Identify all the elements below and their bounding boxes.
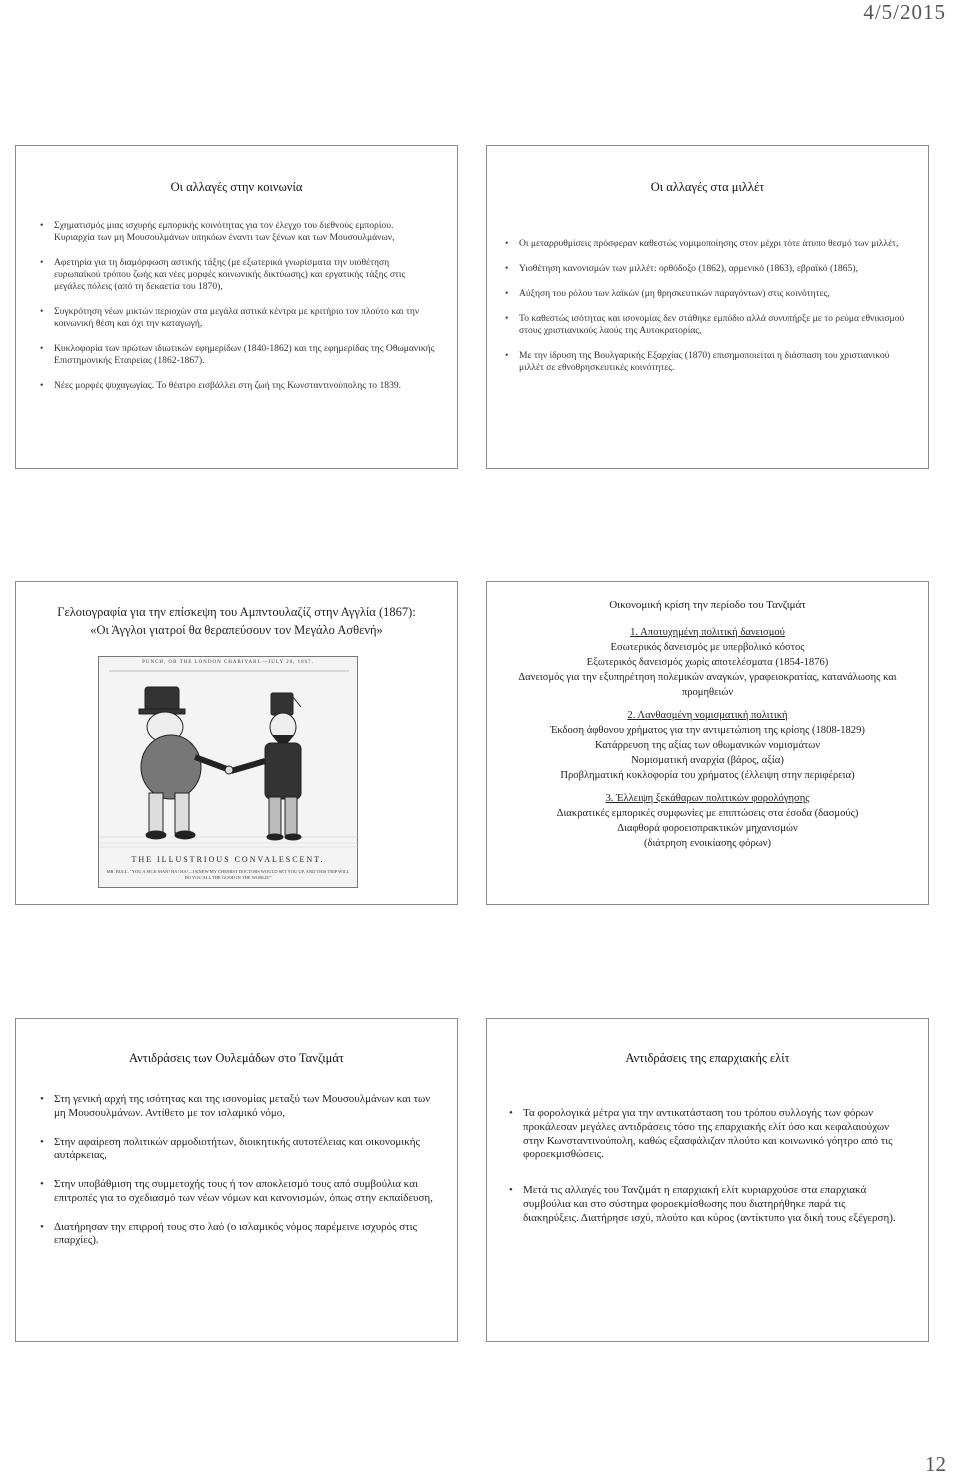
list-item: • Νέες μορφές ψυχαγωγίας. Το θέατρο εισβάλλει στη ζωή της Κωνσταντινούπολης το 1839. xyxy=(40,380,435,392)
list-item: • Στη γενική αρχή της ισότητας και της ισονομίας μεταξύ των Μουσουλμάνων και των μη Μουσουλμάνων. Αντίθετο με τον ισλαμικό νόμο, xyxy=(40,1093,433,1121)
figure-sultan xyxy=(231,693,301,840)
section-heading: 2. Λανθασμένη νομισματική πολιτική xyxy=(627,709,788,721)
slide-ulema-reactions xyxy=(15,1018,458,1342)
section-line: Προβληματική κυκλοφορία του χρήματος (έλλειψη στην περιφέρεια) xyxy=(560,769,855,781)
section-line: Διακρατικές εμπορικές συμφωνίες με επιπτώσεις στα έσοδα (δασμούς) xyxy=(556,807,859,819)
page-number: 12 xyxy=(925,1452,946,1476)
cartoon-title xyxy=(36,604,437,639)
bullet-list xyxy=(509,1107,896,1240)
slide-millet-changes xyxy=(486,145,929,469)
section-heading: 3. Έλλειψη ξεκάθαρων πολιτικών φορολόγησης xyxy=(605,792,810,804)
cartoon-quote: MR. BULL. "YOU A SICK MAN! HA! HA!—I KNEW MY CHEMIST DOCTORS WOULD SET YOU UP, AND THIS TRIP WILL DO YOU ALL THE GOOD IN THE WORLD!" xyxy=(106,869,350,880)
slide-economic-crisis xyxy=(486,581,929,905)
list-item: • Σχηματισμός μιας ισχυρής εμπορικής κοινότητας για τον έλεγχο του διεθνούς εμπορίου. Κυριαρχία των μη Μουσουλμάνων υπηκόων έναντι των ξένων και των Μουσουλμάνων, xyxy=(40,220,435,244)
list-item: • Στην υποβάθμιση της συμμετοχής τους ή τον αποκλεισμό τους από συμβούλια και επιτροπές για το σχεδιασμό των νέων νόμων και κανονισμών, όπως στην εκπαίδευση, xyxy=(40,1178,433,1206)
header-date: 4/5/2015 xyxy=(863,0,946,24)
cartoon-caption: THE ILLUSTRIOUS CONVALESCENT. xyxy=(131,855,325,864)
slide-title: Οι αλλαγές στην κοινωνία xyxy=(170,180,303,194)
section-line: Εσωτερικός δανεισμός με υπερβολικό κόστος xyxy=(610,641,805,653)
section-line: Νομισματική αναρχία (βάρος, αξία) xyxy=(631,754,784,766)
list-item: • Αφετηρία για τη διαμόρφωση αστικής τάξης (με εξωτερικά γνωρίσματα την υιοθέτηση ευρωπαϊκού τρόπου ζωής και νέες μορφές κοινωνικής δικτύωσης) και εργατικής τάξης στις μεγάλες πόλεις (από τη δεκαετία του 1870), xyxy=(40,257,435,293)
list-item: • Αύξηση του ρόλου των λαϊκών (μη θρησκευτικών παραγόντων) στις κοινότητες, xyxy=(505,288,908,300)
economic-crisis-content xyxy=(495,598,920,851)
slide-cartoon xyxy=(15,581,458,905)
list-item: • Οι μεταρρυθμίσεις πρόσφεραν καθεστώς νομιμοποίησης στον μέχρι τότε άτυπο θεσμό των μιλλέτ, xyxy=(505,238,908,250)
cartoon-drawing xyxy=(99,657,359,853)
list-item: • Με την ίδρυση της Βουλγαρικής Εξαρχίας (1870) επισημοποιείται η διάσπαση του χριστιανικού μιλλέτ σε εθνοθρησκευτικές κοινότητες. xyxy=(505,350,908,374)
section-line: Διαφθορά φοροεισπρακτικών μηχανισμών xyxy=(617,822,798,834)
slide-society-changes xyxy=(15,145,458,469)
slide-title: Αντιδράσεις των Ουλεμάδων στο Τανζιμάτ xyxy=(129,1051,344,1065)
section-line: Δανεισμός για την εξυπηρέτηση πολεμικών αναγκών, γραφειοκρατίας, κατανάλωσης και προμηθειών xyxy=(518,671,897,698)
list-item: • Το καθεστώς ισότητας και ισονομίας δεν στάθηκε εμπόδιο αλλά συνυπήρξε με το ρεύμα εθνικισμού στους χριστιανικούς λαούς της Αυτοκρατορίας, xyxy=(505,313,908,337)
section-line: Έκδοση άφθονου χρήματος για την αντιμετώπιση της κρίσης (1808-1829) xyxy=(550,724,865,736)
list-item: • Υιοθέτηση κανονισμών των μιλλέτ: ορθόδοξο (1862), αρμενικό (1863), εβραϊκό (1865), xyxy=(505,263,908,275)
section-line: Κατάρρευση της αξίας των οθωμανικών νομισμάτων xyxy=(594,739,821,751)
bullet-list xyxy=(40,1093,433,1263)
slide-title: Οικονομική κρίση την περίοδο του Τανζιμάτ xyxy=(609,599,806,611)
bullet-list xyxy=(40,220,435,405)
list-item: • Στην αφαίρεση πολιτικών αρμοδιοτήτων, διοικητικής αυτοτέλειας και οικονομικής αυτάρκειας, xyxy=(40,1136,433,1164)
list-item: • Κυκλοφορία των πρώτων ιδιωτικών εφημερίδων (1840-1862) και της εφημερίδας της Οθωμανικής Επιστημονικής Εταιρείας (1862-1867). xyxy=(40,343,435,367)
slide-title: Αντιδράσεις της επαρχιακής ελίτ xyxy=(625,1051,790,1065)
slide-provincial-elite-reactions xyxy=(486,1018,929,1342)
cartoon-header: PUNCH, OR THE LONDON CHARIVARI.—JULY 20, 1867. xyxy=(142,660,314,665)
cartoon-title-line2: «Οι Άγγλοι γιατροί θα θεραπεύσουν τον Μεγάλο Ασθενή» xyxy=(90,622,383,637)
list-item: • Διατήρησαν την επιρροή τους στο λαό (ο ισλαμικός νόμος παρέμεινε ισχυρός στις επαρχίες). xyxy=(40,1221,433,1249)
list-item: • Μετά τις αλλαγές του Τανζιμάτ η επαρχιακή ελίτ κυριαρχούσε στα επαρχιακά συμβούλια και στο σύστημα φοροεκμίσθωσης που διατηρήθηκε παρά τις διακηρύξεις. Διατήρησε ισχύ, πλούτο και κύρος (αντίκτυπο για δική τους εξέγερση). xyxy=(509,1184,896,1225)
cartoon-title-line1: Γελοιογραφία για την επίσκεψη του Αμπντουλαζίζ στην Αγγλία (1867): xyxy=(57,605,416,619)
slide-title: Οι αλλαγές στα μιλλέτ xyxy=(650,180,765,194)
bullet-list xyxy=(505,238,908,387)
section-line: Εξωτερικός δανεισμός χωρίς αποτελέσματα (1854-1876) xyxy=(586,656,829,668)
figure-john-bull xyxy=(139,687,227,839)
list-item: • Συγκρότηση νέων μικτών περιοχών στα μεγάλα αστικά κέντρα με κριτήριο τον πλούτο και την κοινωνική θέση και όχι την καταγωγή, xyxy=(40,306,435,330)
list-item: • Τα φορολογικά μέτρα για την αντικατάσταση του τρόπου συλλογής των φόρων προκάλεσαν μεγάλες αντιδράσεις τόσο της επαρχιακής ελίτ όσο και κεφαλαιούχων στην Κωνσταντινούπολη, καθώς εξασφάλιζαν πλούτο και κοινωνικό γόητρο από τις φοροεκμισθώσεις. xyxy=(509,1107,896,1162)
section-line: (διάτρηση ενοικίασης φόρων) xyxy=(643,838,772,850)
cartoon-image xyxy=(98,656,358,888)
section-heading: 1. Αποτυχημένη πολιτική δανεισμού xyxy=(630,626,785,638)
